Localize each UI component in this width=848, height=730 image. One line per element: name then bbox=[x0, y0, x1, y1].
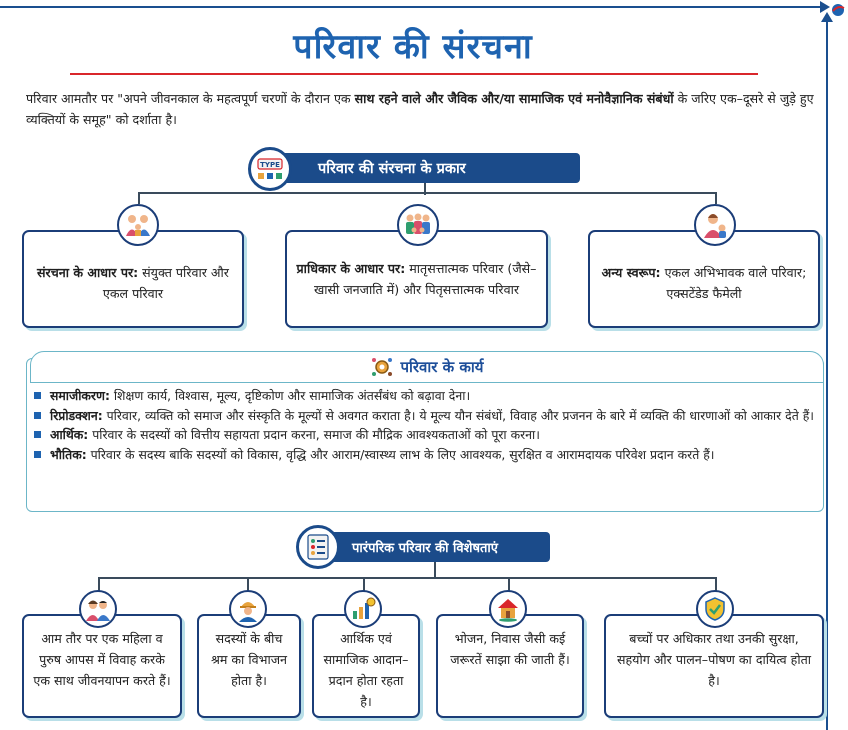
intro-text-1: परिवार आमतौर पर "अपने जीवनकाल के महत्वपूर्ण चरणों के दौरान एक bbox=[26, 91, 355, 106]
intro-bold-text: साथ रहने वाले और जैविक और/या सामाजिक एवं मनोवैज्ञानिक संबंधों bbox=[354, 91, 674, 106]
function-label: समाजीकरण: bbox=[50, 388, 110, 403]
traditional-card-2-text: सदस्यों के बीच श्रम का विभाजन होता है। bbox=[210, 631, 288, 688]
traditional-heading-label: पारंपरिक परिवार की विशेषताएं bbox=[352, 541, 498, 556]
intro-paragraph bbox=[26, 88, 818, 130]
title-underline bbox=[70, 73, 758, 75]
house-food-icon bbox=[495, 596, 521, 622]
traditional-connector-v5 bbox=[715, 577, 717, 591]
bullet-icon bbox=[34, 392, 41, 399]
traditional-heading-icon-wrap bbox=[296, 525, 340, 569]
worker-icon-wrap bbox=[229, 590, 267, 628]
types-heading bbox=[270, 153, 580, 183]
function-text: शिक्षण कार्य, विश्वास, मूल्य, दृष्टिकोण और सामाजिक अंतर्संबंध को बढ़ावा देना। bbox=[109, 388, 471, 403]
group-icon-wrap bbox=[397, 204, 439, 246]
function-label: आर्थिक: bbox=[50, 427, 89, 442]
family-icon bbox=[123, 210, 153, 240]
function-text: परिवार, व्यक्ति को समाज और संस्कृति के मूल्यों से अवगत कराता है। ये मूल्य यौन संबंधों, विवाह और प्रजनन के बारे में व्यक्ति की धारणाओं को आकार देते हैं। bbox=[102, 407, 814, 423]
function-text: परिवार के सदस्य बाकि सदस्यों को विकास, वृद्धि और आराम/स्वास्थ्य लाभ के लिए आवश्यक, सुरक्षित व आरामदायक परिवेश प्रदान करते हैं। bbox=[86, 446, 715, 462]
types-connector-h bbox=[138, 192, 715, 194]
traditional-card-5-text: बच्चों पर अधिकार तथा उनकी सुरक्षा, सहयोग और पालन–पोषण का दायित्व होता है। bbox=[616, 631, 812, 688]
house-icon-wrap bbox=[489, 590, 527, 628]
type-card-other-label: अन्य स्वरूप: bbox=[601, 265, 661, 280]
traditional-connector-v1 bbox=[98, 577, 100, 591]
shield-icon-wrap bbox=[696, 590, 734, 628]
bullet-icon bbox=[34, 412, 41, 419]
type-badge-text: TYPE bbox=[260, 161, 280, 169]
worker-icon bbox=[235, 596, 261, 622]
traditional-card-3 bbox=[312, 614, 420, 718]
function-label: रिप्रोडक्शन: bbox=[50, 407, 103, 423]
type-card-structure-text: संयुक्त परिवार और एकल परिवार bbox=[102, 265, 229, 301]
traditional-heading bbox=[318, 532, 550, 562]
family-icon-wrap bbox=[117, 204, 159, 246]
logo-icon bbox=[830, 2, 846, 18]
traditional-card-1-text: आम तौर पर एक महिला व पुरुष आपस में विवाह करके एक साथ जीवनयापन करते हैं। bbox=[33, 631, 171, 688]
type-card-other-text: एकल अभिभावक वाले परिवार; एक्सटेंडेड फैमेली bbox=[660, 265, 807, 301]
frame-right-line bbox=[826, 18, 828, 730]
finance-icon-wrap bbox=[344, 590, 382, 628]
gear-people-icon bbox=[371, 356, 393, 378]
traditional-card-5 bbox=[604, 614, 824, 718]
bullet-icon bbox=[34, 431, 41, 438]
list-item bbox=[30, 445, 820, 465]
couple-icon bbox=[84, 596, 112, 622]
type-card-structure-label: संरचना के आधार पर: bbox=[37, 265, 139, 280]
function-label: भौतिक: bbox=[50, 446, 87, 462]
functions-heading-label: परिवार के कार्य bbox=[400, 358, 484, 376]
type-card-authority-label: प्राधिकार के आधार पर: bbox=[296, 261, 406, 276]
traditional-connector-h bbox=[98, 577, 716, 579]
list-item bbox=[30, 386, 820, 406]
traditional-card-2 bbox=[197, 614, 301, 718]
group-family-icon bbox=[402, 210, 434, 240]
traditional-connector-v3 bbox=[363, 577, 365, 591]
frame-top-line bbox=[0, 6, 826, 8]
traditional-card-4 bbox=[436, 614, 584, 718]
traditional-connector-v-center bbox=[434, 562, 436, 578]
traditional-card-4-text: भोजन, निवास जैसी कई जरूरतें साझा की जाती हैं। bbox=[450, 631, 570, 667]
type-card-authority-text: मातृसत्तात्मक परिवार (जैसे– खासी जनजाति में) और पितृसत्तात्मक परिवार bbox=[313, 261, 537, 297]
list-item bbox=[30, 406, 820, 426]
checklist-icon bbox=[305, 533, 331, 561]
traditional-connector-v2 bbox=[247, 577, 249, 591]
traditional-card-3-text: आर्थिक एवं सामाजिक आदान–प्रदान होता रहता है। bbox=[323, 631, 409, 709]
list-item bbox=[30, 425, 820, 445]
page-title: परिवार की संरचना bbox=[293, 27, 533, 67]
traditional-card-1 bbox=[22, 614, 182, 718]
parent-child-icon-wrap bbox=[694, 204, 736, 246]
function-text: परिवार के सदस्यों को वित्तीय सहायता प्रदान करना, समाज की मौद्रिक आवश्यकताओं को पूरा करना। bbox=[88, 427, 540, 442]
types-connector-v3 bbox=[715, 192, 717, 204]
intro-text-2: के जरिए एक–दूसरे से जुड़े हुए व्यक्तियों के समूह" को दर्शाता है। bbox=[26, 91, 814, 127]
couple-icon-wrap bbox=[79, 590, 117, 628]
bullet-icon bbox=[34, 451, 41, 458]
functions-list bbox=[30, 386, 820, 464]
traditional-connector-v4 bbox=[508, 577, 510, 591]
types-heading-label: परिवार की संरचना के प्रकार bbox=[318, 161, 466, 177]
types-connector-v1 bbox=[138, 192, 140, 204]
type-badge-icon bbox=[255, 156, 285, 182]
types-heading-icon-wrap bbox=[248, 147, 292, 191]
functions-heading bbox=[30, 351, 824, 383]
shield-check-icon bbox=[702, 596, 728, 622]
finance-chart-icon bbox=[350, 596, 376, 622]
parent-child-icon bbox=[700, 210, 730, 240]
type-card-other bbox=[588, 230, 820, 328]
types-connector-v-center bbox=[424, 183, 426, 195]
